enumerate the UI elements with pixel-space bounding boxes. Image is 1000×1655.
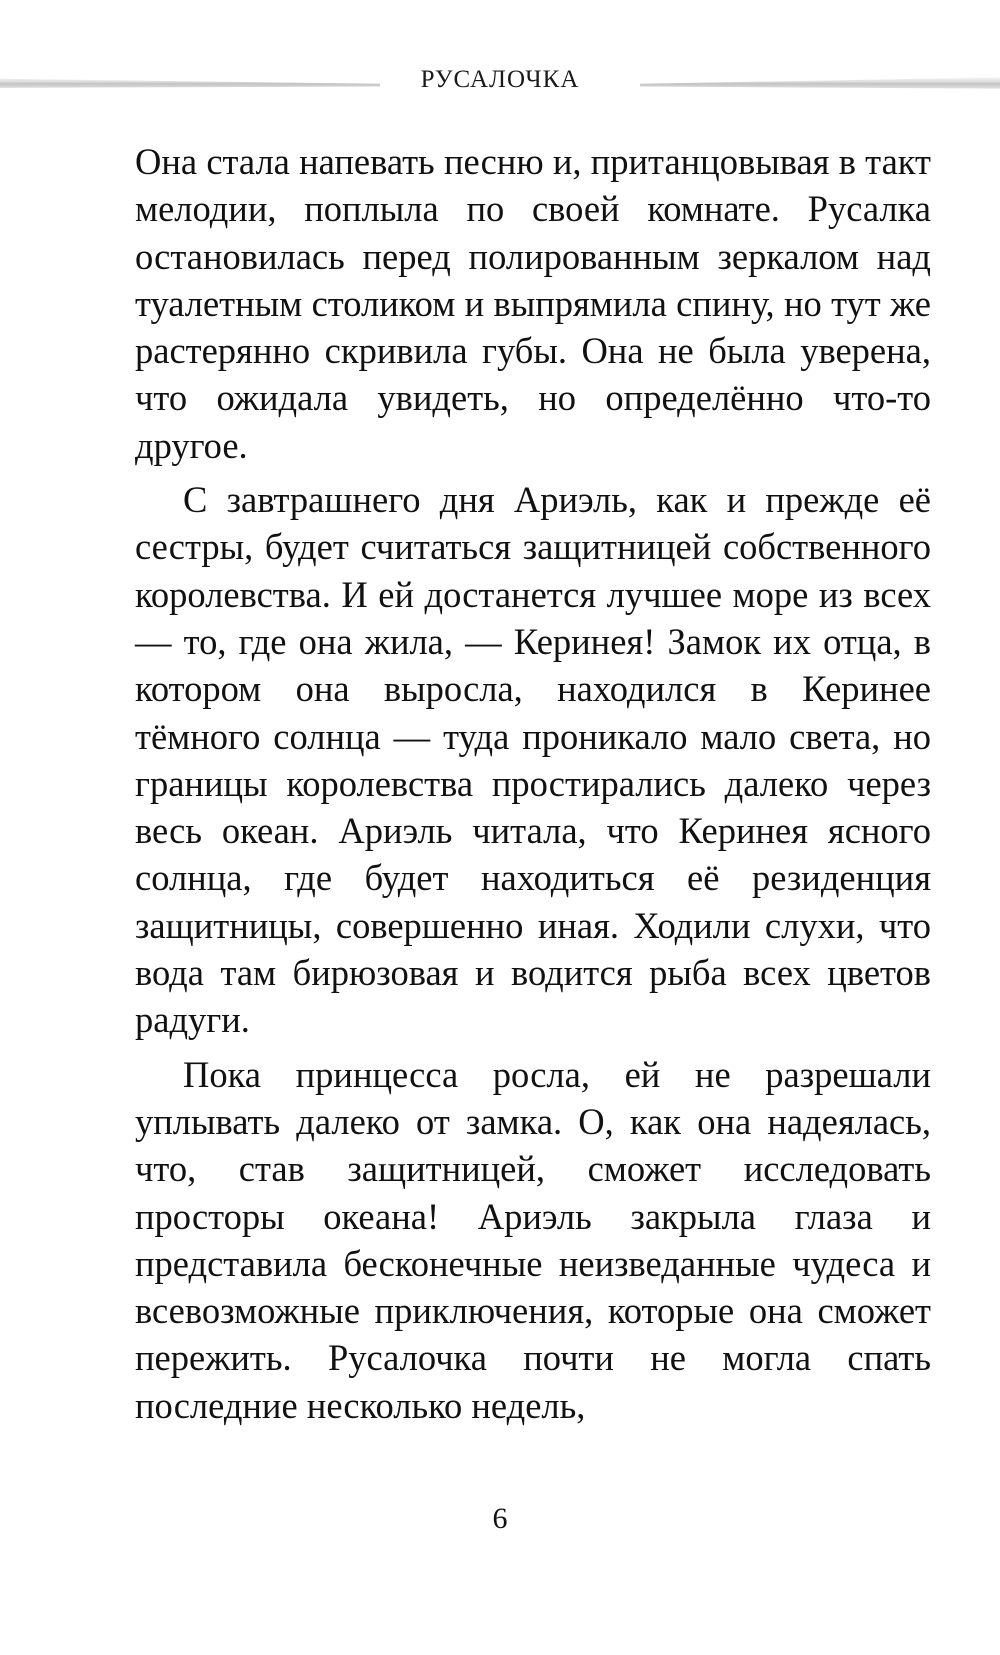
paragraph: С завтрашнего дня Ариэль, как и прежде её сестры, будет считаться защитницей собственного королевства. И ей достанется лучшее море из всех — то, где она жила, — Керинея! Замок их отца, в котором она выросла, находился в Керинее тёмного солнца — туда проникало мало света, но границы королевства простирались далеко через весь океан. Ариэль читала, что Керинея ясного солнца, где будет находиться её резиденция защитницы, совершенно иная. Ходили слухи, что вода там бирюзовая и водится рыба всех цветов радуги. <box>135 479 931 1041</box>
body-text <box>135 138 931 1429</box>
running-title: РУСАЛОЧКА <box>420 66 580 93</box>
paragraph: Она стала напевать песню и, пританцовывая в такт мелодии, поплыла по своей комнате. Русалка остановилась перед полированным зеркалом над туалетным столиком и выпрямила спину, но тут же растерянно скривила губы. Она не была уверена, что ожидала увидеть, но определённо что-то другое. <box>135 141 931 466</box>
page-header <box>0 58 1000 118</box>
page-number: 6 <box>492 1502 508 1535</box>
paragraph: Пока принцесса росла, ей не разрешали уплывать далеко от замка. О, как она надеялась, что, став защитницей, сможет исследовать просторы океана! Ариэль закрыла глаза и представила бесконечные неизведанные чудеса и всевозможные приключения, которые она сможет пережить. Русалочка почти не могла спать последние несколько недель, <box>135 1053 931 1426</box>
